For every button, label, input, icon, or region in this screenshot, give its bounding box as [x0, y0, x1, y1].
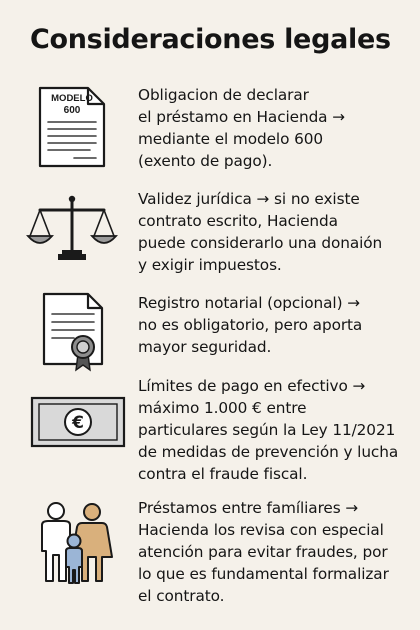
- text-line: atención para evitar fraudes, por: [138, 543, 388, 561]
- text-line: Validez jurídica → si no existe: [138, 190, 360, 208]
- euro-symbol: €: [72, 413, 84, 433]
- item-text: [138, 84, 410, 172]
- text-line: contrato escrito, Hacienda: [138, 212, 338, 230]
- text-line: el préstamo en Hacienda →: [138, 108, 345, 126]
- form-label-modelo: MODELO: [51, 93, 93, 104]
- text-line: (exento de pago).: [138, 152, 273, 170]
- page-title: Consideraciones legales: [30, 24, 391, 55]
- text-line: lo que es fundamental formalizar: [138, 565, 389, 583]
- item-text: [138, 188, 410, 276]
- item-text: [138, 497, 410, 607]
- form-label-600: 600: [63, 105, 81, 116]
- text-line: de medidas de prevención y lucha: [138, 443, 399, 461]
- item-text: [138, 375, 410, 485]
- text-line: contra el fraude fiscal.: [138, 465, 308, 483]
- text-line: Obligacion de declarar: [138, 86, 309, 104]
- text-line: Registro notarial (opcional) →: [138, 294, 360, 312]
- text-line: mediante el modelo 600: [138, 130, 323, 148]
- scales-of-justice-icon: [26, 192, 118, 268]
- text-line: el contrato.: [138, 587, 225, 605]
- text-line: Préstamos entre famíliares →: [138, 499, 359, 517]
- euro-banknote-icon: [26, 395, 118, 453]
- text-line: puede considerarlo una donaión: [138, 234, 383, 252]
- text-line: no es obligatorio, pero aporta: [138, 316, 363, 334]
- text-line: particulares según la Ley 11/2021: [138, 421, 396, 439]
- family-icon: [26, 497, 118, 591]
- certificate-seal-icon: [26, 292, 118, 376]
- text-line: mayor seguridad.: [138, 338, 272, 356]
- text-line: máximo 1.000 € entre: [138, 399, 307, 417]
- item-text: [138, 292, 410, 358]
- document-form-icon: [26, 84, 118, 178]
- text-line: y exigir impuestos.: [138, 256, 282, 274]
- text-line: Límites de pago en efectivo →: [138, 377, 366, 395]
- text-line: Hacienda los revisa con especial: [138, 521, 384, 539]
